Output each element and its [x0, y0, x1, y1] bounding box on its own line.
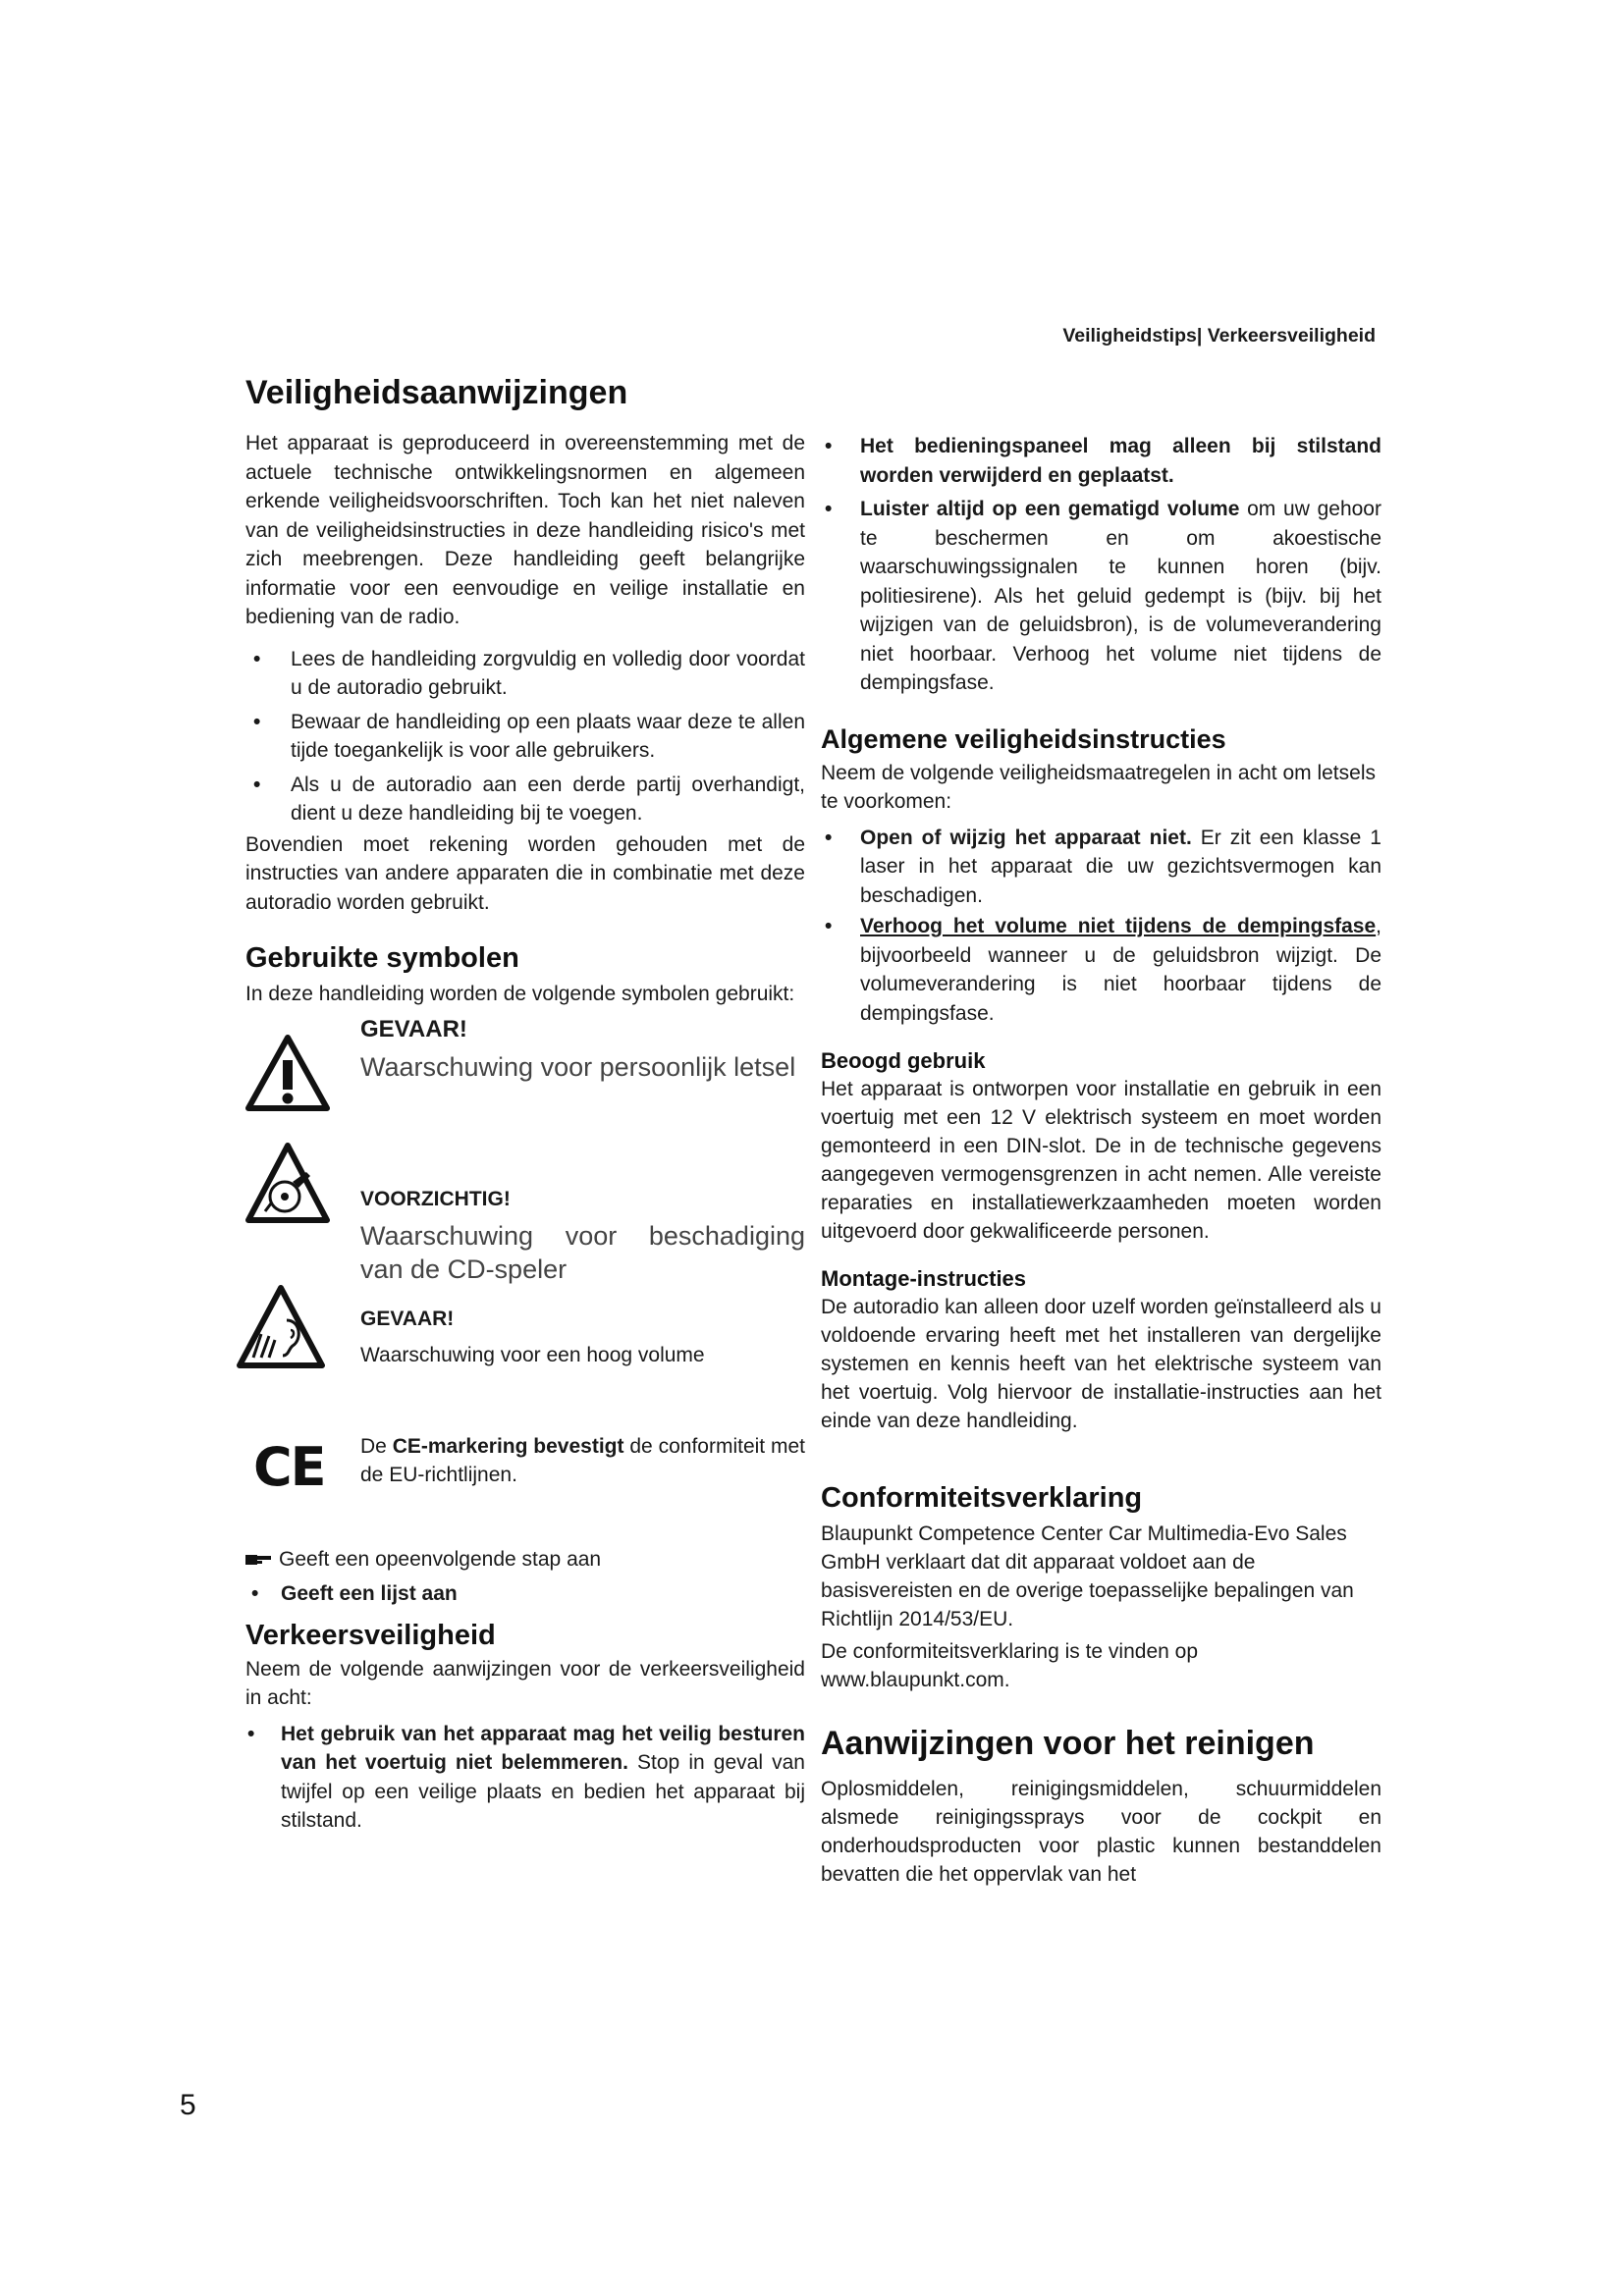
heading-conformiteitsverklaring: Conformiteitsverklaring	[821, 1482, 1143, 1514]
ce-mark-icon: CE	[253, 1435, 325, 1498]
traffic-intro: Neem de volgende aanwijzingen voor de verkeersveiligheid in acht:	[245, 1657, 805, 1709]
right-column	[821, 432, 1381, 1889]
symbol-description: Waarschuwing voor beschadiging van de CD-speler	[360, 1220, 805, 1284]
step-legend: Geeft een opeenvolgende stap aan	[245, 1545, 805, 1574]
list-item: • Bewaar de handleiding op een plaats waar deze te allen tijde toegankelijk is voor alle gebruikers.	[253, 710, 805, 762]
list-item: • Open of wijzig het apparaat niet. Er zit een klasse 1 laser in het apparaat die uw gezichtsvermogen kan beschadigen.	[825, 826, 1381, 907]
outro-paragraph: Bovendien moet rekening worden gehouden met de instructies van andere apparaten die in combinatie met deze autoradio worden gebruikt.	[245, 832, 805, 914]
cleaning-paragraph: Oplosmiddelen, reinigingsmiddelen, schuurmiddelen alsmede reinigingssprays voor de cockpit en onderhoudsproducten voor plastic kunnen bestanddelen bevatten die het oppervlak van het	[821, 1778, 1381, 1886]
symbols-intro: In deze handleiding worden de volgende symbolen gebruikt:	[245, 983, 795, 1005]
symbol-description: Waarschuwing voor een hoog volume	[360, 1343, 705, 1366]
symbol-caution-row	[245, 1143, 805, 1284]
running-header: Veiligheidstips| Verkeersveiligheid	[1062, 325, 1376, 347]
heading-reinigen: Aanwijzingen voor het reinigen	[821, 1725, 1315, 1762]
ce-mark-row	[245, 1432, 805, 1525]
symbol-title: VOORZICHTIG!	[360, 1187, 511, 1210]
general-intro: Neem de volgende veiligheidsmaatregelen in acht om letsels te voorkomen:	[821, 761, 1376, 813]
heading-beoogd-gebruik: Beoogd gebruik	[821, 1048, 986, 1073]
symbol-description: Waarschuwing voor persoonlijk letsel	[360, 1051, 796, 1082]
list-item: • Het gebruik van het apparaat mag het veilig besturen van het voertuig niet belemmeren. Stop in geval van twijfel op een veilige plaats en bedien het apparaat bij stilstand.	[247, 1722, 805, 1832]
symbol-volume-row	[245, 1280, 805, 1378]
symbol-title: GEVAAR!	[360, 1307, 455, 1330]
list-item: • Verhoog het volume niet tijdens de dempingsfase, bijvoorbeeld wanneer u de geluidsbron wijzigt. De volumeverandering is niet hoorbaar tijdens de dempingsfase.	[825, 915, 1381, 1025]
list-item: • Lees de handleiding zorgvuldig en volledig door voordat u de autoradio gebruikt.	[253, 647, 805, 699]
panel-bullets	[821, 432, 1381, 698]
cd-damage-warning-icon	[245, 1143, 330, 1223]
left-column	[245, 373, 805, 1836]
list-item: • Als u de autoradio aan een derde partij overhandigt, dient u deze handleiding bij te voegen.	[253, 773, 805, 825]
list-item: • Het bedieningspaneel mag alleen bij stilstand worden verwijderd en geplaatst.	[825, 435, 1381, 487]
symbol-danger-row	[245, 1015, 805, 1123]
conformity-paragraph: Blaupunkt Competence Center Car Multimedia-Evo Sales GmbH verklaart dat dit apparaat voldoet aan de basisvereisten en de overige toepasselijke bepalingen van Richtlijn 2014/53/EU.	[821, 1522, 1354, 1630]
general-bullets	[821, 824, 1381, 1029]
mounting-paragraph: De autoradio kan alleen door uzelf worden geïnstalleerd als u voldoende ervaring heeft met het installeren van dergelijke systemen en kennis heeft van het elektrische systeem van het voertuig. Volg hiervoor de installatie-instructies aan het einde van deze handleiding.	[821, 1296, 1381, 1432]
traffic-bullets	[245, 1720, 805, 1836]
list-legend: • Geeft een lijst aan	[251, 1581, 458, 1605]
conformity-link-paragraph: De conformiteitsverklaring is te vinden op www.blaupunkt.com.	[821, 1640, 1199, 1691]
page-number: 5	[180, 2089, 196, 2121]
intended-use-paragraph: Het apparaat is ontworpen voor installatie en gebruik in een voertuig met een 12 V elektrisch systeem en moet worden gemonteerd in een DIN-slot. De in de technische gegevens aangegeven vermogensgrenzen in acht nemen. Alle vereiste reparaties en installatiewerkzaamheden moeten worden uitgevoerd door gekwalificeerde personen.	[821, 1078, 1381, 1243]
reading-bullets	[245, 645, 805, 828]
heading-gebruikte-symbolen: Gebruikte symbolen	[245, 942, 519, 974]
warning-triangle-icon	[245, 1035, 330, 1111]
pointing-hand-icon	[245, 1553, 271, 1567]
heading-montage-instructies: Montage-instructies	[821, 1266, 1027, 1291]
intro-paragraph: Het apparaat is geproduceerd in overeenstemming met de actuele technische ontwikkelingsnormen en algemeen erkende veiligheidsvoorschriften. Toch kan het niet naleven van de veiligheidsinstructies in deze handleiding risico's met zich meebrengen. Deze handleiding geeft belangrijke informatie voor een eenvoudige en veilige installatie en bediening van de radio.	[245, 432, 805, 628]
list-item: • Luister altijd op een gematigd volume om uw gehoor te beschermen en om akoestische waarschuwingssignalen te kunnen horen (bijv. politiesirene). Als het geluid gedempt is (bijv. bij het wijzigen van de geluidsbron), is de volumeverandering niet hoorbaar. Verhoog het volume niet tijdens de dempingsfase.	[825, 498, 1381, 694]
heading-veiligheidsaanwijzingen: Veiligheidsaanwijzingen	[245, 374, 628, 411]
symbol-title: GEVAAR!	[360, 1015, 467, 1042]
heading-verkeersveiligheid: Verkeersveiligheid	[245, 1619, 496, 1651]
ce-description: De CE-markering bevestigt de conformiteit met de EU-richtlijnen.	[360, 1434, 805, 1486]
hearing-warning-icon	[232, 1285, 326, 1369]
heading-algemene-veiligheidsinstructies: Algemene veiligheidsinstructies	[821, 723, 1226, 754]
